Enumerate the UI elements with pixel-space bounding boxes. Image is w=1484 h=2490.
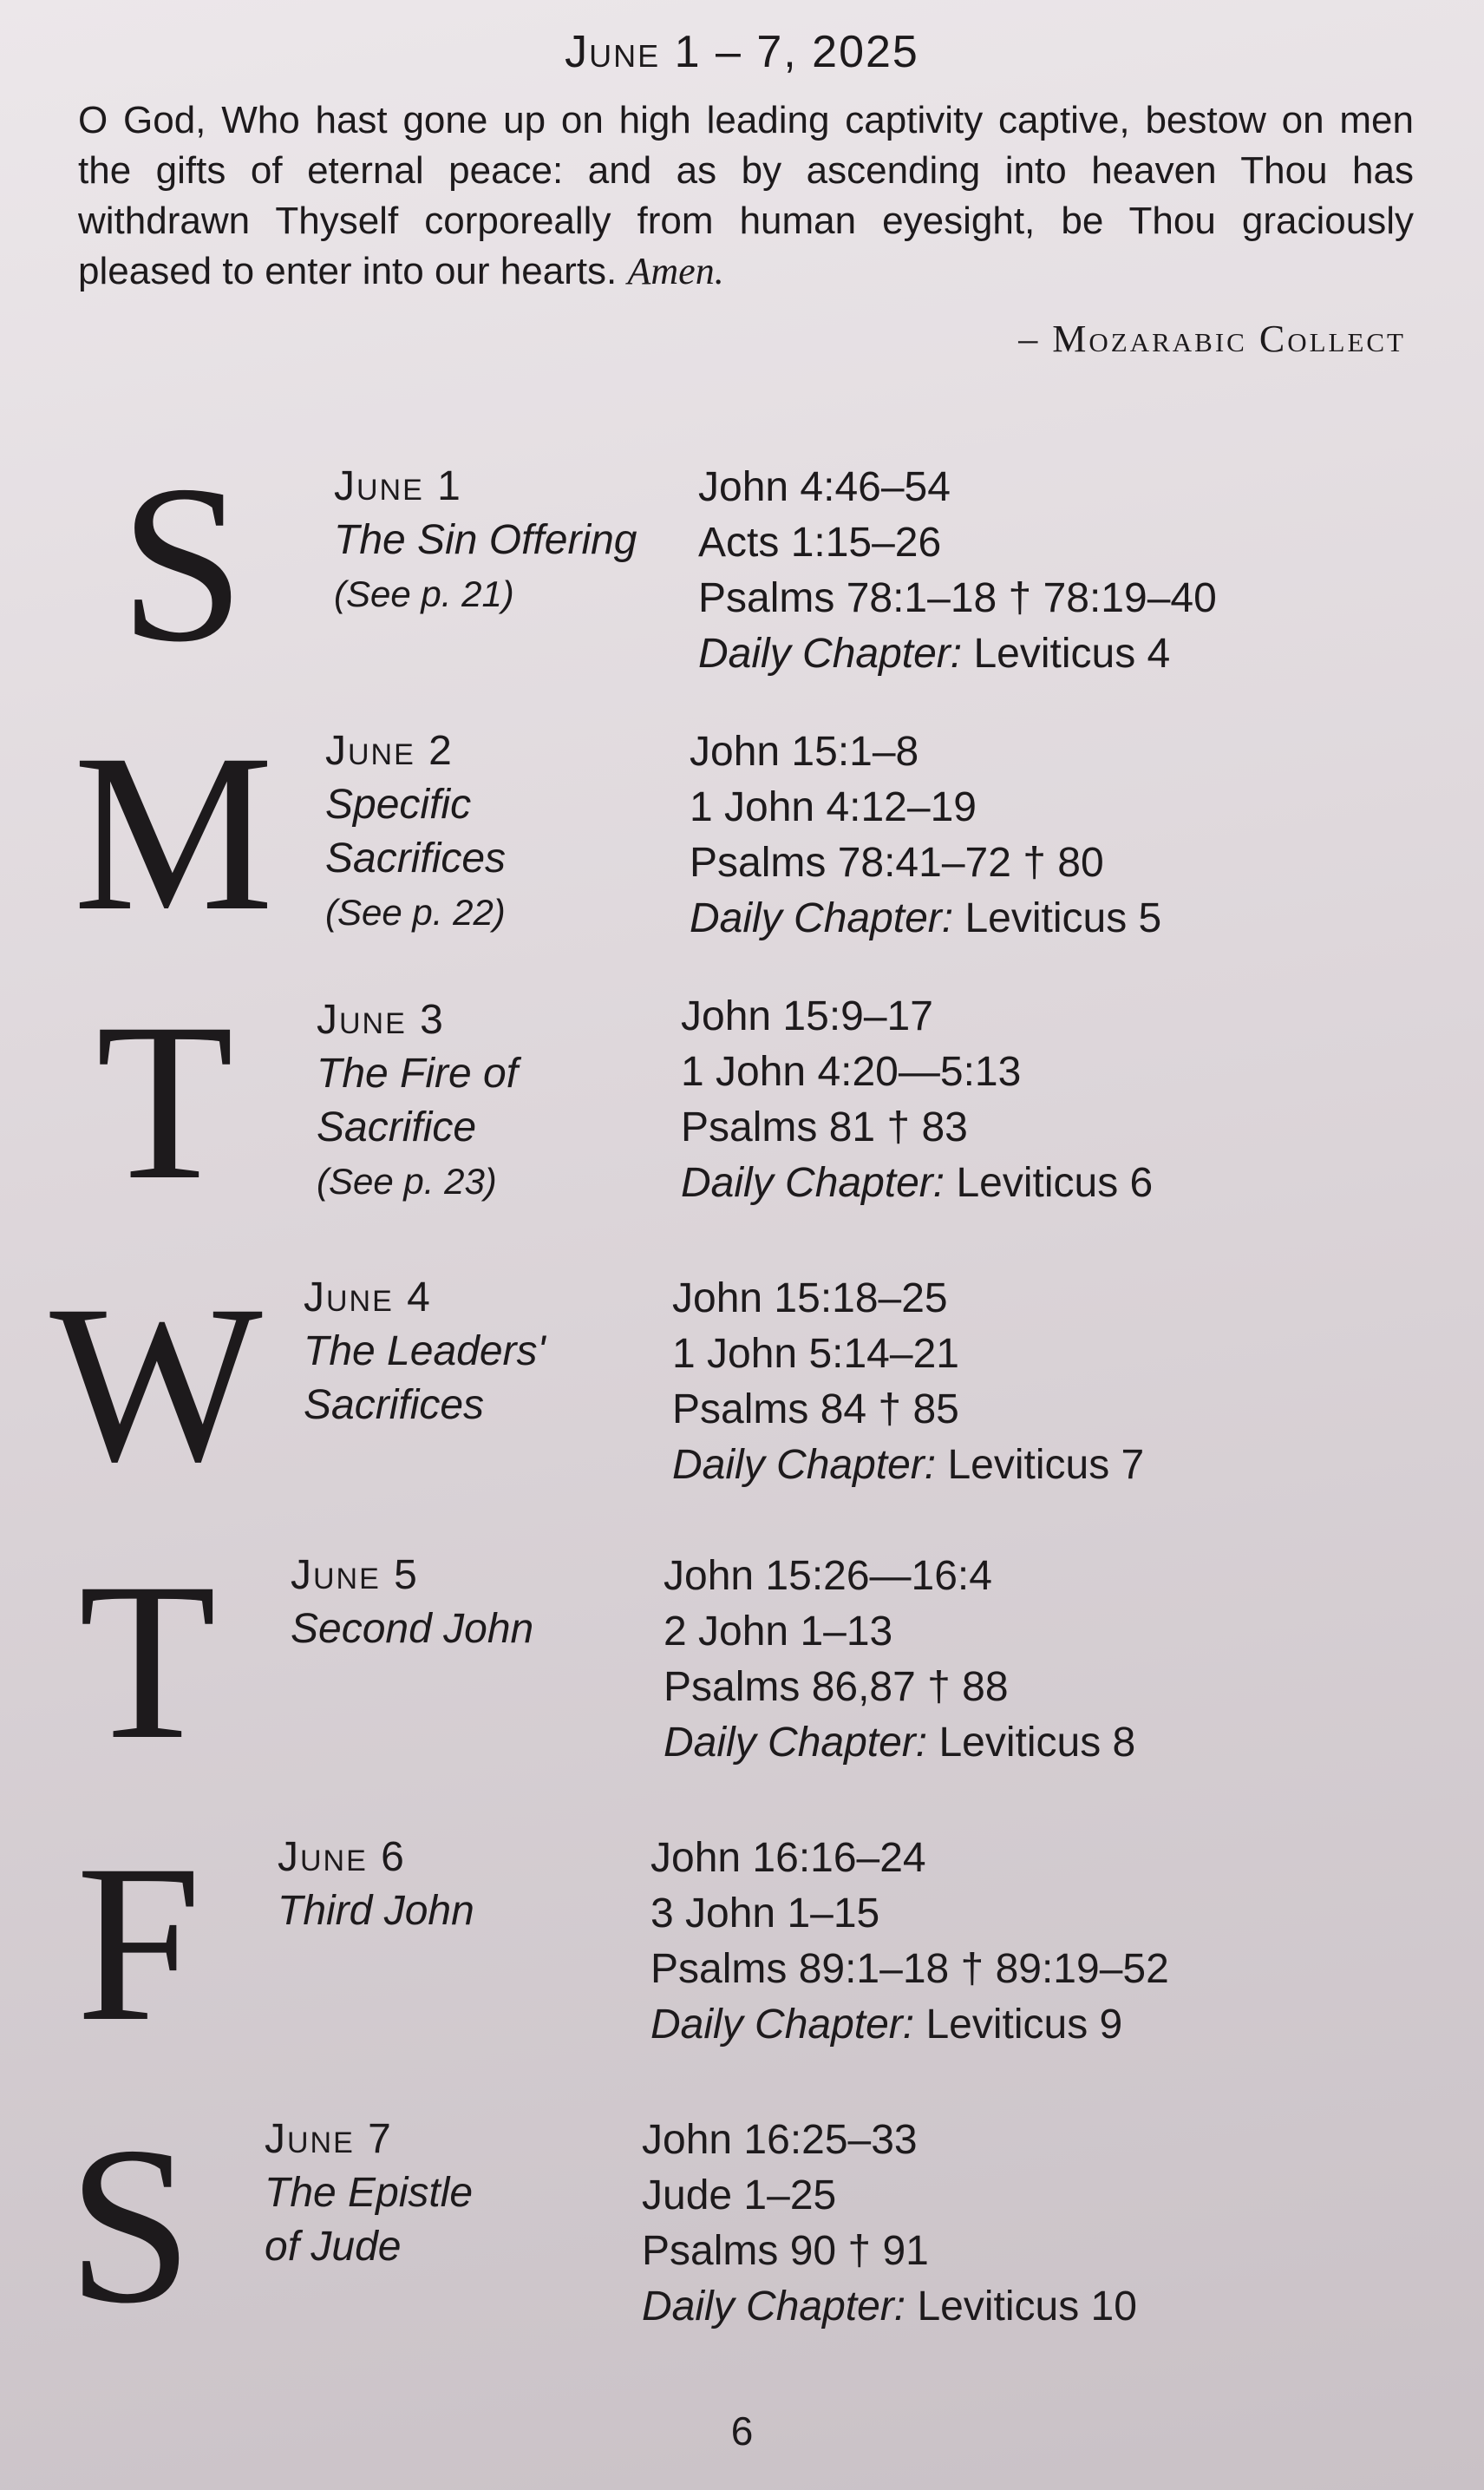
weekday-initial: S [67, 2100, 193, 2350]
daily-chapter-label: Daily Chapter: [681, 1160, 945, 1206]
prayer-text: O God, Who hast gone up on high leading captivity captive, bestow on men the gifts of eternal peace: and as by ascending into heaven Thou has withdrawn Thyself corporeally from human eyesight, be Thou graciously pleased to enter into our hearts. [78, 99, 1414, 292]
reading-gospel: John 16:16–24 [650, 1835, 926, 1881]
page-reference: (See p. 21) [334, 573, 514, 614]
daily-chapter [672, 1438, 1144, 1493]
daily-chapter-value: Leviticus 5 [953, 895, 1162, 941]
weekday-initial: T [78, 1537, 217, 1786]
reading-psalms: Psalms 89:1–18 † 89:19–52 [650, 1946, 1169, 1992]
day-theme: The Leaders' [304, 1328, 546, 1374]
daily-chapter [664, 1715, 1135, 1771]
daily-chapter [650, 1997, 1169, 2053]
daily-chapter-label: Daily Chapter: [690, 895, 954, 941]
reading-epistle: 3 John 1–15 [650, 1890, 880, 1936]
day-entry [0, 2100, 1484, 2373]
reading-epistle: Acts 1:15–26 [698, 520, 942, 566]
day-info [278, 1831, 474, 1938]
reading-epistle: 1 John 5:14–21 [672, 1331, 959, 1377]
day-theme: Third John [278, 1888, 474, 1934]
day-entry [0, 1537, 1484, 1809]
reading-list [664, 1549, 1135, 1771]
reading-gospel: John 15:9–17 [681, 993, 933, 1039]
day-entry [0, 1259, 1484, 1531]
day-entry [0, 439, 1484, 711]
reading-psalms: Psalms 84 † 85 [672, 1386, 959, 1432]
reading-psalms: Psalms 86,87 † 88 [664, 1664, 1009, 1710]
day-info [265, 2113, 473, 2274]
day-theme: The Epistle [265, 2170, 474, 2216]
week-title: June 1 – 7, 2025 [565, 27, 919, 77]
reading-psalms: Psalms 81 † 83 [681, 1104, 968, 1150]
day-info [291, 1549, 533, 1656]
reading-epistle: Jude 1–25 [642, 2172, 837, 2218]
day-date: June 4 [304, 1274, 432, 1320]
daily-chapter-value: Leviticus 6 [945, 1160, 1154, 1206]
daily-chapter-label: Daily Chapter: [642, 2284, 906, 2329]
day-date: June 5 [291, 1552, 419, 1598]
weekday-initial: F [75, 1818, 202, 2068]
daily-chapter [681, 1156, 1153, 1211]
day-date: June 3 [317, 997, 445, 1043]
reading-epistle: 2 John 1–13 [664, 1609, 893, 1655]
page-reference: (See p. 23) [317, 1161, 497, 1202]
weekday-initial: S [119, 439, 245, 689]
daily-chapter-label: Daily Chapter: [698, 631, 963, 677]
daily-chapter-label: Daily Chapter: [650, 2002, 915, 2048]
day-entry [0, 1818, 1484, 2091]
reading-epistle: 1 John 4:12–19 [690, 784, 977, 830]
daily-chapter-label: Daily Chapter: [672, 1442, 937, 1488]
reading-list [642, 2113, 1137, 2335]
reading-gospel: John 15:26—16:4 [664, 1553, 992, 1599]
reading-list [650, 1831, 1169, 2053]
day-entry [0, 977, 1484, 1249]
day-info [304, 1271, 546, 1432]
daily-chapter-value: Leviticus 8 [927, 1720, 1136, 1766]
reading-list [698, 460, 1217, 682]
day-info [325, 724, 506, 940]
reading-list [672, 1271, 1144, 1493]
opening-prayer [78, 95, 1414, 297]
day-date: June 1 [334, 463, 462, 509]
page-number: 6 [730, 2408, 754, 2454]
weekday-initial: M [73, 708, 274, 958]
day-info [317, 993, 518, 1209]
day-date: June 6 [278, 1834, 406, 1880]
reading-psalms: Psalms 78:41–72 † 80 [690, 840, 1104, 886]
day-date: June 7 [265, 2116, 393, 2162]
reading-gospel: John 15:1–8 [690, 729, 919, 775]
reading-gospel: John 16:25–33 [642, 2117, 918, 2163]
day-theme-line-2: Sacrifices [304, 1382, 485, 1428]
day-theme: Specific [325, 782, 472, 828]
daily-chapter [690, 891, 1161, 947]
prayer-amen: Amen. [627, 250, 724, 292]
daily-chapter-value: Leviticus 10 [905, 2284, 1137, 2329]
reading-epistle: 1 John 4:20—5:13 [681, 1049, 1022, 1095]
daily-chapter-value: Leviticus 9 [914, 2002, 1123, 2048]
daily-chapter [698, 626, 1217, 682]
reading-list [690, 724, 1161, 947]
day-theme: The Fire of [317, 1051, 519, 1097]
day-theme-line-2: Sacrifices [325, 835, 507, 881]
page-reference: (See p. 22) [325, 892, 506, 933]
day-info [334, 460, 637, 621]
daily-chapter-value: Leviticus 7 [936, 1442, 1145, 1488]
reading-psalms: Psalms 78:1–18 † 78:19–40 [698, 575, 1217, 621]
day-theme-line-2: of Jude [265, 2224, 402, 2270]
prayer-attribution: – Mozarabic Collect [1018, 318, 1406, 360]
reading-gospel: John 15:18–25 [672, 1275, 948, 1321]
weekday-initial: W [49, 1259, 263, 1509]
day-date: June 2 [325, 728, 454, 774]
reading-psalms: Psalms 90 † 91 [642, 2228, 929, 2274]
daily-chapter [642, 2279, 1137, 2335]
weekday-initial: T [95, 977, 234, 1227]
day-theme: The Sin Offering [334, 517, 637, 563]
daily-chapter-value: Leviticus 4 [962, 631, 1171, 677]
day-entry [0, 708, 1484, 980]
reading-gospel: John 4:46–54 [698, 464, 951, 510]
daily-chapter-label: Daily Chapter: [664, 1720, 928, 1766]
day-theme: Second John [291, 1606, 534, 1652]
reading-list [681, 989, 1153, 1211]
day-theme-line-2: Sacrifice [317, 1104, 477, 1150]
